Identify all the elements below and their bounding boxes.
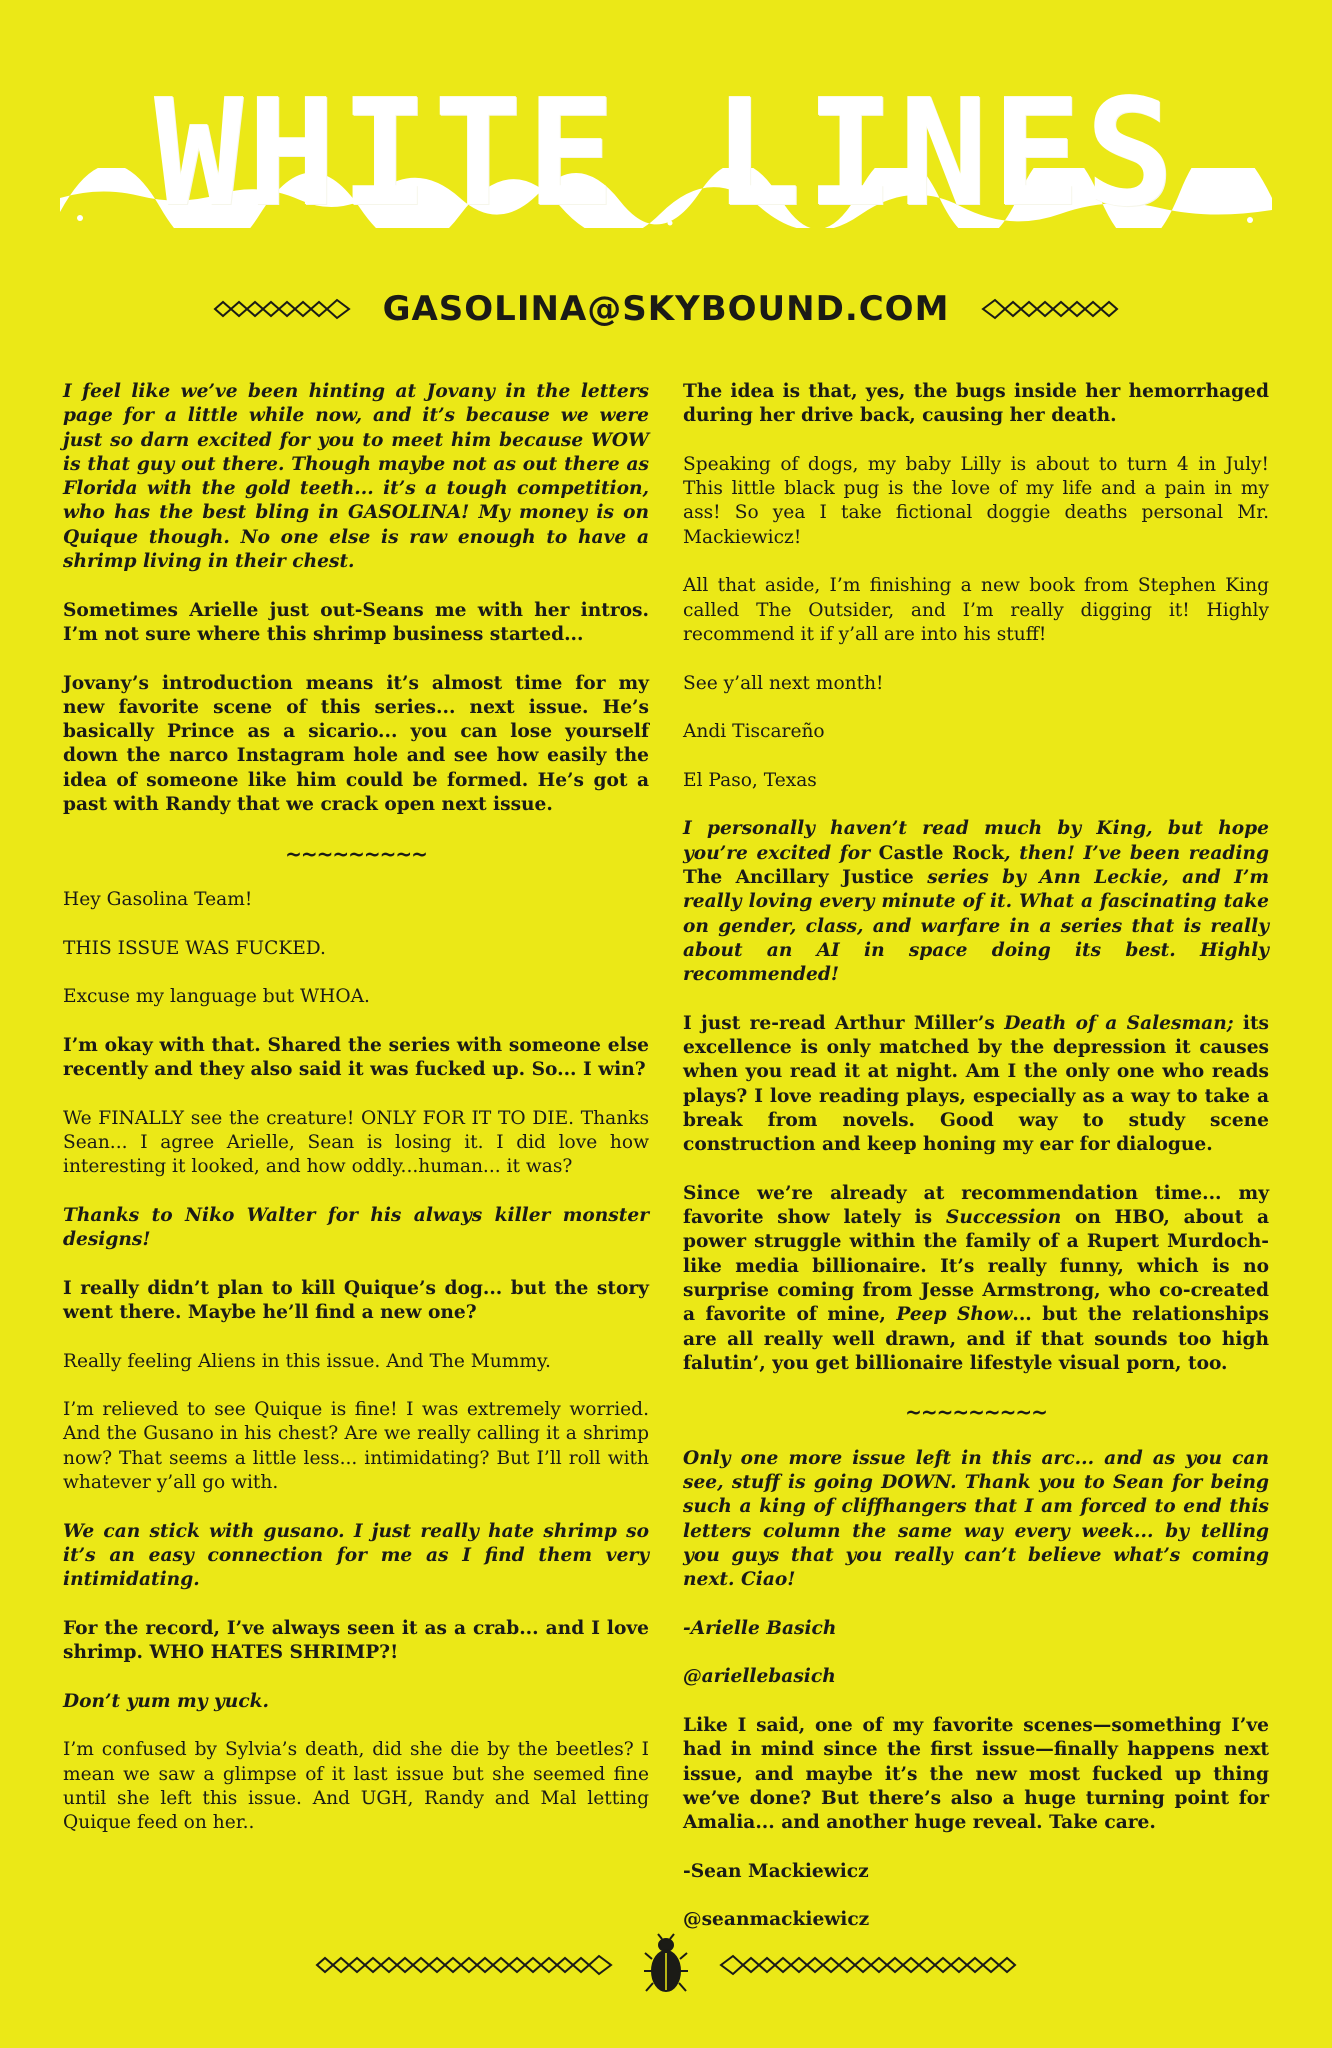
reader-letter: Excuse my language but WHOA. [63, 986, 370, 1008]
reader-letter: We FINALLY see the creature! ONLY FOR IT TO DIE. Thanks Sean... I agree Arielle, Sean is losing it. I did love how interesting it looked, and how oddly...human... it was? [63, 1107, 649, 1178]
editor-reply: Thanks to Niko Walter for his always killer monster designs! [63, 1204, 649, 1251]
editor-reply: I just re-read Arthur Miller’s Death of a Salesman; its excellence is only matched by the depression it causes when you read it at night. Am I the only one who reads plays? I love reading plays, especially as a way to take a break from novels. Good way to study scene construction and keep honing my ear for dialogue. [683, 1012, 1270, 1156]
reader-letter: See y’all next month! [683, 672, 884, 694]
email-banner [0, 284, 1332, 334]
editor-reply: I feel like we’ve been hinting at Jovany in the letters page for a little while now, and it’s because we were just so darn excited for you to meet him because WOW is that guy out there. Though maybe not as out there as Florida with the gold teeth... it’s a tough competition, who has the best bling in GASOLINA! My money is on Quique though. No one else is raw enough to have a shrimp living in their chest. [63, 381, 649, 573]
letters-column-left [63, 380, 649, 1860]
diamond-chain-left-icon [213, 297, 357, 321]
reader-letter: Speaking of dogs, my baby Lilly is about to turn 4 in July! This little black pug is the love of my life and a pain in my ass! So yea I take fictional doggie deaths personal Mr. Mackiewicz! [683, 453, 1269, 548]
editor-reply: I personally haven’t read much by King, but hope you’re excited for Castle Rock, then! I’ve been reading The Ancillary Justice series by Ann Leckie, and I’m really loving every minute of it. What a fascinating take on gender, class, and warfare in a series that is really about an AI in space doing its best. Highly recommended! [683, 818, 1270, 986]
editor-name: -Sean Mackiewicz [683, 1860, 869, 1882]
editor-reply: I really didn’t plan to kill Quique’s dog... but the story went there. Maybe he’ll find a new one? [63, 1277, 649, 1323]
contact-email[interactable]: GASOLINA@SKYBOUND.COM [382, 289, 950, 329]
editor-reply: The idea is that, yes, the bugs inside her hemorrhaged during her drive back, causing her death. [683, 381, 1269, 427]
editor-reply: Don’t yum my yuck. [63, 1690, 270, 1712]
section-divider: ~~~~~~~~~ [905, 1400, 1047, 1425]
diamond-chain-left-icon [315, 1953, 615, 1977]
editor-handle: @seanmackiewicz [683, 1909, 870, 1931]
editor-reply: I’m okay with that. Shared the series with someone else recently and they also said it was fucked up. So... I win? [63, 1034, 649, 1081]
editor-signoff: Like I said, one of my favorite scenes—something I’ve had in mind since the first issue—finally happens next issue, and maybe it’s the new most fucked up thing we’ve done? But there’s also a huge turning point for Amalia... and another huge reveal. Take care. [683, 1715, 1269, 1834]
reader-letter: THIS ISSUE WAS FUCKED. [63, 937, 326, 959]
reader-letter: I’m relieved to see Quique is fine! I was extremely worried. And the Gusano in his chest? Are we really calling it a shrimp now? That seems a little less... intimidating? But I’ll roll with whatever y’all go with. [63, 1399, 649, 1494]
reader-location: El Paso, Texas [683, 769, 817, 791]
editor-reply: We can stick with gusano. I just really hate shrimp so it’s an easy connection for me as I find them very intimidating. [63, 1520, 649, 1591]
editor-reply: Since we’re already at recommendation time... my favorite show lately is Succession on HBO, about a power struggle within the family of a Rupert Murdoch-like media billionaire. It’s really funny, which is no surprise coming from Jesse Armstrong, who co-created a favorite of mine, Peep Show... but the relationships are all really well drawn, and if that sounds too high falutin’, you get billionaire lifestyle visual porn, too. [683, 1182, 1270, 1374]
diamond-chain-right-icon [975, 297, 1119, 321]
page-title: WHITE LINES [153, 67, 1179, 239]
editor-signoff: Only one more issue left in this arc... and as you can see, stuff is going DOWN. Thank you to Sean for being such a king of cliffhangers that I am forced to end this letters column the same way every week... by telling you guys that you really can’t believe what’s coming next. Ciao! [683, 1447, 1269, 1591]
letters-column-right [683, 380, 1269, 1957]
editor-handle: @ariellebasich [683, 1666, 836, 1688]
reader-letter: Hey Gasolina Team! [63, 888, 253, 910]
beetle-icon [643, 1933, 689, 1997]
reader-letter: Really feeling Aliens in this issue. And The Mummy. [63, 1350, 551, 1372]
editor-reply: For the record, I’ve always seen it as a crab... and I love shrimp. WHO HATES SHRIMP?! [63, 1617, 649, 1664]
editor-reply: Jovany’s introduction means it’s almost time for my new favorite scene of this series... next issue. He’s basically Prince as a sicario... you can lose yourself down the narco Instagram hole and see how easily the idea of someone like him could be formed. He’s got a past with Randy that we crack open next issue. [63, 672, 649, 816]
editor-name: -Arielle Basich [683, 1617, 837, 1639]
reader-letter: All that aside, I’m finishing a new book from Stephen King called The Outsider, and I’m really digging it! Highly recommend it if y’all are into his stuff! [683, 575, 1269, 645]
footer-ornament [0, 1930, 1332, 2000]
reader-name: Andi Tiscareño [683, 721, 825, 743]
diamond-chain-right-icon [717, 1953, 1017, 1977]
reader-letter: I’m confused by Sylvia’s death, did she die by the beetles? I mean we saw a glimpse of it last issue but she seemed fine until she left this issue. And UGH, Randy and Mal letting Quique feed on her.. [63, 1739, 649, 1834]
editor-reply: Sometimes Arielle just out-Seans me with her intros. I’m not sure where this shrimp business started... [63, 599, 649, 645]
section-divider: ~~~~~~~~~ [285, 841, 427, 866]
